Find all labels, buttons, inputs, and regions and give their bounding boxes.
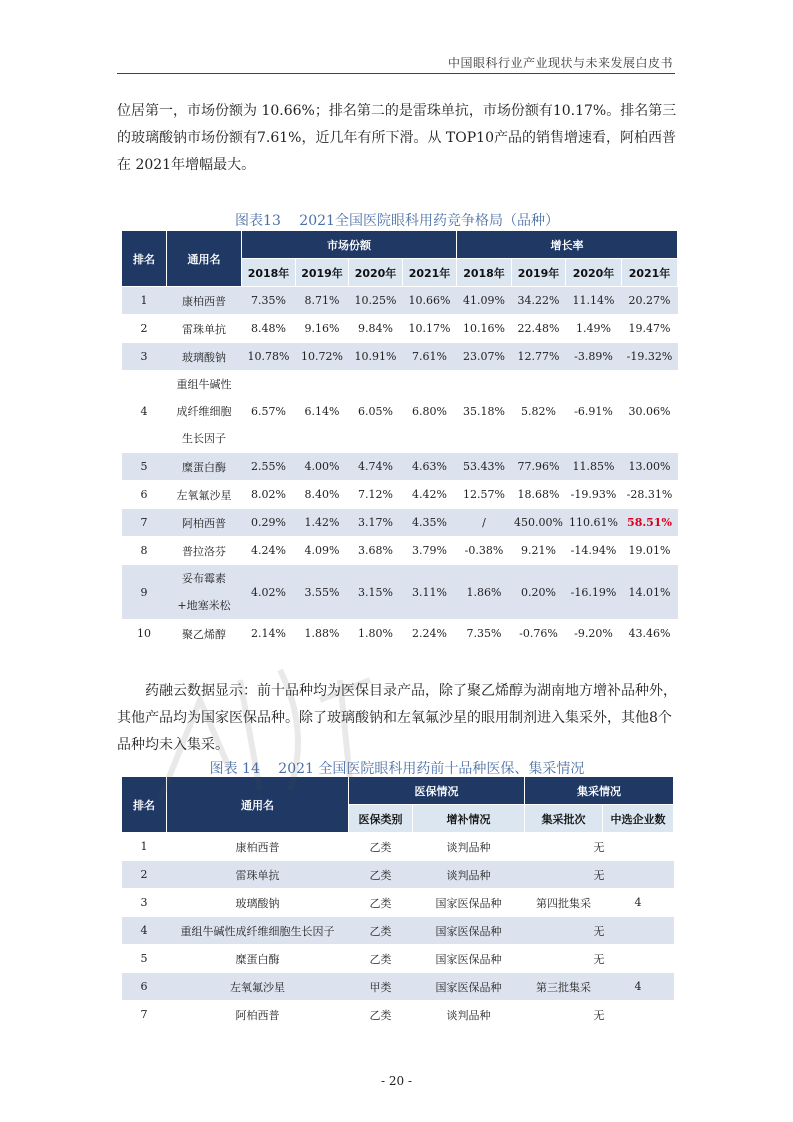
- drug-name-cell: 康柏西普: [167, 833, 349, 861]
- paragraph-1: 位居第一，市场份额为 10.66%；排名第二的是雷珠单抗，市场份额有10.17%。排名第三的玻璃酸钠市场份额有7.61%，近几年有所下滑。从 TOP10产品的销售增速看，阿柏西普在 2021年增幅最大。: [117, 103, 677, 173]
- value-cell: 5.82%: [512, 371, 566, 453]
- rank-cell: 2: [122, 861, 167, 889]
- value-cell: 7.12%: [349, 481, 403, 509]
- value-cell: 1.88%: [296, 620, 349, 648]
- value-cell: /: [457, 509, 512, 537]
- procurement-cell: 无: [525, 1001, 674, 1029]
- procurement-batch-cell: 第四批集采: [525, 889, 603, 917]
- header-rank: 排名: [122, 777, 167, 833]
- drug-name-cell: 糜蛋白酶: [167, 945, 349, 973]
- value-cell: 4.00%: [296, 453, 349, 481]
- value-cell: 7.35%: [242, 287, 296, 315]
- value-cell: 4.35%: [403, 509, 457, 537]
- value-cell: -3.89%: [566, 343, 622, 371]
- value-cell: 4.24%: [242, 537, 296, 565]
- value-cell: 8.02%: [242, 481, 296, 509]
- value-cell: -28.31%: [622, 481, 678, 509]
- value-cell: 9.21%: [512, 537, 566, 565]
- insurance-type-cell: 乙类: [349, 889, 413, 917]
- value-cell: 0.20%: [512, 565, 566, 620]
- table-row: [122, 315, 678, 343]
- value-cell: 4.09%: [296, 537, 349, 565]
- rank-cell: 8: [122, 537, 167, 565]
- procurement-cell: 无: [525, 833, 674, 861]
- year-header: 2019年: [512, 259, 566, 287]
- value-cell: 6.14%: [296, 371, 349, 453]
- table-row: [122, 1001, 674, 1029]
- drug-name-cell: 重组牛碱性成纤维细胞生长因子: [167, 917, 349, 945]
- value-cell: 7.35%: [457, 620, 512, 648]
- table-row: [122, 565, 678, 620]
- table-row: [122, 889, 674, 917]
- rank-cell: 7: [122, 509, 167, 537]
- value-cell: -19.93%: [566, 481, 622, 509]
- value-cell: 10.66%: [403, 287, 457, 315]
- drug-name-cell: 康柏西普: [167, 287, 242, 315]
- drug-name-cell: 玻璃酸钠: [167, 889, 349, 917]
- value-cell: 2.55%: [242, 453, 296, 481]
- value-cell: 10.25%: [349, 287, 403, 315]
- insurance-addition-cell: 谈判品种: [413, 833, 525, 861]
- insurance-addition-cell: 国家医保品种: [413, 945, 525, 973]
- value-cell: 41.09%: [457, 287, 512, 315]
- value-cell: 19.01%: [622, 537, 678, 565]
- drug-name-cell: 雷珠单抗: [167, 861, 349, 889]
- procurement-batch-cell: 第三批集采: [525, 973, 603, 1001]
- value-cell: 23.07%: [457, 343, 512, 371]
- drug-name-cell: 聚乙烯醇: [167, 620, 242, 648]
- header-share: 市场份额: [242, 231, 457, 259]
- table-row: [122, 973, 674, 1001]
- insurance-addition-cell: 国家医保品种: [413, 917, 525, 945]
- value-cell: 12.77%: [512, 343, 566, 371]
- value-cell: 1.42%: [296, 509, 349, 537]
- value-cell: 18.68%: [512, 481, 566, 509]
- winning-count-cell: 4: [603, 973, 674, 1001]
- procurement-cell: 无: [525, 861, 674, 889]
- rank-cell: 9: [122, 565, 167, 620]
- rank-cell: 4: [122, 917, 167, 945]
- value-cell: 3.11%: [403, 565, 457, 620]
- page-number: - 20 -: [380, 1074, 412, 1088]
- header-insurance: 医保情况: [349, 777, 525, 805]
- winning-count-cell: 4: [603, 889, 674, 917]
- header-insurance-addition: 增补情况: [413, 805, 525, 833]
- header-growth: 增长率: [457, 231, 678, 259]
- value-cell: 22.48%: [512, 315, 566, 343]
- value-cell: 3.55%: [296, 565, 349, 620]
- drug-name-cell: 左氧氟沙星: [167, 481, 242, 509]
- table-row: [122, 371, 678, 453]
- value-cell: 10.91%: [349, 343, 403, 371]
- value-cell: -9.20%: [566, 620, 622, 648]
- table-row: [122, 481, 678, 509]
- insurance-type-cell: 乙类: [349, 1001, 413, 1029]
- year-header: 2019年: [296, 259, 349, 287]
- header-procurement: 集采情况: [525, 777, 674, 805]
- value-cell: -19.32%: [622, 343, 678, 371]
- value-cell: 4.74%: [349, 453, 403, 481]
- value-cell: 3.68%: [349, 537, 403, 565]
- value-cell: -14.94%: [566, 537, 622, 565]
- rank-cell: 5: [122, 453, 167, 481]
- value-cell: 77.96%: [512, 453, 566, 481]
- value-cell: 10.78%: [242, 343, 296, 371]
- value-cell: 8.71%: [296, 287, 349, 315]
- insurance-type-cell: 乙类: [349, 917, 413, 945]
- table-row: [122, 945, 674, 973]
- procurement-cell: 无: [525, 917, 674, 945]
- drug-name-cell: 阿柏西普: [167, 509, 242, 537]
- year-header: 2020年: [349, 259, 403, 287]
- year-header: 2018年: [242, 259, 296, 287]
- rank-cell: 3: [122, 343, 167, 371]
- value-cell: 13.00%: [622, 453, 678, 481]
- value-cell: 58.51%: [622, 509, 678, 537]
- year-header: 2021年: [622, 259, 678, 287]
- rank-cell: 1: [122, 287, 167, 315]
- header-name: 通用名: [167, 777, 349, 833]
- insurance-addition-cell: 谈判品种: [413, 1001, 525, 1029]
- value-cell: 3.79%: [403, 537, 457, 565]
- value-cell: 11.14%: [566, 287, 622, 315]
- value-cell: -6.91%: [566, 371, 622, 453]
- rank-cell: 4: [122, 371, 167, 453]
- rank-cell: 10: [122, 620, 167, 648]
- value-cell: 1.80%: [349, 620, 403, 648]
- rank-cell: 3: [122, 889, 167, 917]
- table-row: [122, 343, 678, 371]
- table1-caption: 图表13 2021全国医院眼科用药竞争格局（品种）: [235, 213, 559, 229]
- value-cell: 6.57%: [242, 371, 296, 453]
- value-cell: -16.19%: [566, 565, 622, 620]
- value-cell: -0.38%: [457, 537, 512, 565]
- running-header: 中国眼科行业产业现状与未来发展白皮书: [447, 56, 673, 70]
- value-cell: 2.14%: [242, 620, 296, 648]
- rank-cell: 7: [122, 1001, 167, 1029]
- header-winning-count: 中选企业数: [603, 805, 674, 833]
- drug-name-cell: 左氧氟沙星: [167, 973, 349, 1001]
- insurance-type-cell: 乙类: [349, 945, 413, 973]
- value-cell: 9.16%: [296, 315, 349, 343]
- table-row: [122, 537, 678, 565]
- rank-cell: 6: [122, 481, 167, 509]
- table-row: [122, 287, 678, 315]
- insurance-type-cell: 乙类: [349, 833, 413, 861]
- value-cell: 110.61%: [566, 509, 622, 537]
- value-cell: 9.84%: [349, 315, 403, 343]
- header-insurance-type: 医保类别: [349, 805, 413, 833]
- value-cell: 4.42%: [403, 481, 457, 509]
- drug-name-cell: 阿柏西普: [167, 1001, 349, 1029]
- drug-name-cell: 玻璃酸钠: [167, 343, 242, 371]
- drug-name-cell: 重组牛碱性成纤维细胞生长因子: [167, 371, 242, 453]
- drug-name-cell: 雷珠单抗: [167, 315, 242, 343]
- insurance-addition-cell: 谈判品种: [413, 861, 525, 889]
- value-cell: 4.63%: [403, 453, 457, 481]
- value-cell: 20.27%: [622, 287, 678, 315]
- value-cell: 3.15%: [349, 565, 403, 620]
- value-cell: 4.02%: [242, 565, 296, 620]
- year-header: 2018年: [457, 259, 512, 287]
- year-header: 2021年: [403, 259, 457, 287]
- value-cell: 8.48%: [242, 315, 296, 343]
- insurance-addition-cell: 国家医保品种: [413, 889, 525, 917]
- insurance-type-cell: 甲类: [349, 973, 413, 1001]
- table-row: [122, 453, 678, 481]
- insurance-type-cell: 乙类: [349, 861, 413, 889]
- value-cell: 1.86%: [457, 565, 512, 620]
- rank-cell: 1: [122, 833, 167, 861]
- value-cell: 1.49%: [566, 315, 622, 343]
- value-cell: -0.76%: [512, 620, 566, 648]
- drug-name-cell: 普拉洛芬: [167, 537, 242, 565]
- market-share-table: [121, 230, 678, 648]
- procurement-cell: 无: [525, 945, 674, 973]
- value-cell: 14.01%: [622, 565, 678, 620]
- value-cell: 11.85%: [566, 453, 622, 481]
- drug-name-cell: 妥布霉素+地塞米松: [167, 565, 242, 620]
- value-cell: 7.61%: [403, 343, 457, 371]
- header-rank: 排名: [122, 231, 167, 287]
- rank-cell: 2: [122, 315, 167, 343]
- value-cell: 43.46%: [622, 620, 678, 648]
- drug-name-cell: 糜蛋白酶: [167, 453, 242, 481]
- value-cell: 6.80%: [403, 371, 457, 453]
- value-cell: 8.40%: [296, 481, 349, 509]
- table2-caption: 图表 14 2021 全国医院眼科用药前十品种医保、集采情况: [209, 761, 585, 777]
- value-cell: 0.29%: [242, 509, 296, 537]
- table-row: [122, 509, 678, 537]
- header-name: 通用名: [167, 231, 242, 287]
- year-header: 2020年: [566, 259, 622, 287]
- table-row: [122, 917, 674, 945]
- value-cell: 34.22%: [512, 287, 566, 315]
- value-cell: 19.47%: [622, 315, 678, 343]
- header-rule: [117, 73, 675, 74]
- value-cell: 10.17%: [403, 315, 457, 343]
- value-cell: 10.16%: [457, 315, 512, 343]
- value-cell: 53.43%: [457, 453, 512, 481]
- value-cell: 10.72%: [296, 343, 349, 371]
- value-cell: 6.05%: [349, 371, 403, 453]
- header-procurement-batch: 集采批次: [525, 805, 603, 833]
- value-cell: 30.06%: [622, 371, 678, 453]
- rank-cell: 6: [122, 973, 167, 1001]
- value-cell: 3.17%: [349, 509, 403, 537]
- table-row: [122, 861, 674, 889]
- rank-cell: 5: [122, 945, 167, 973]
- value-cell: 2.24%: [403, 620, 457, 648]
- value-cell: 450.00%: [512, 509, 566, 537]
- value-cell: 12.57%: [457, 481, 512, 509]
- paragraph-2: 药融云数据显示：前十品种均为医保目录产品，除了聚乙烯醇为湖南地方增补品种外，其他产品均为国家医保品种。除了玻璃酸钠和左氧氟沙星的眼用制剂进入集采外，其他8个品种均未入集采。: [117, 683, 677, 753]
- insurance-addition-cell: 国家医保品种: [413, 973, 525, 1001]
- value-cell: 35.18%: [457, 371, 512, 453]
- table-row: [122, 833, 674, 861]
- watermark-stamp: [140, 640, 400, 820]
